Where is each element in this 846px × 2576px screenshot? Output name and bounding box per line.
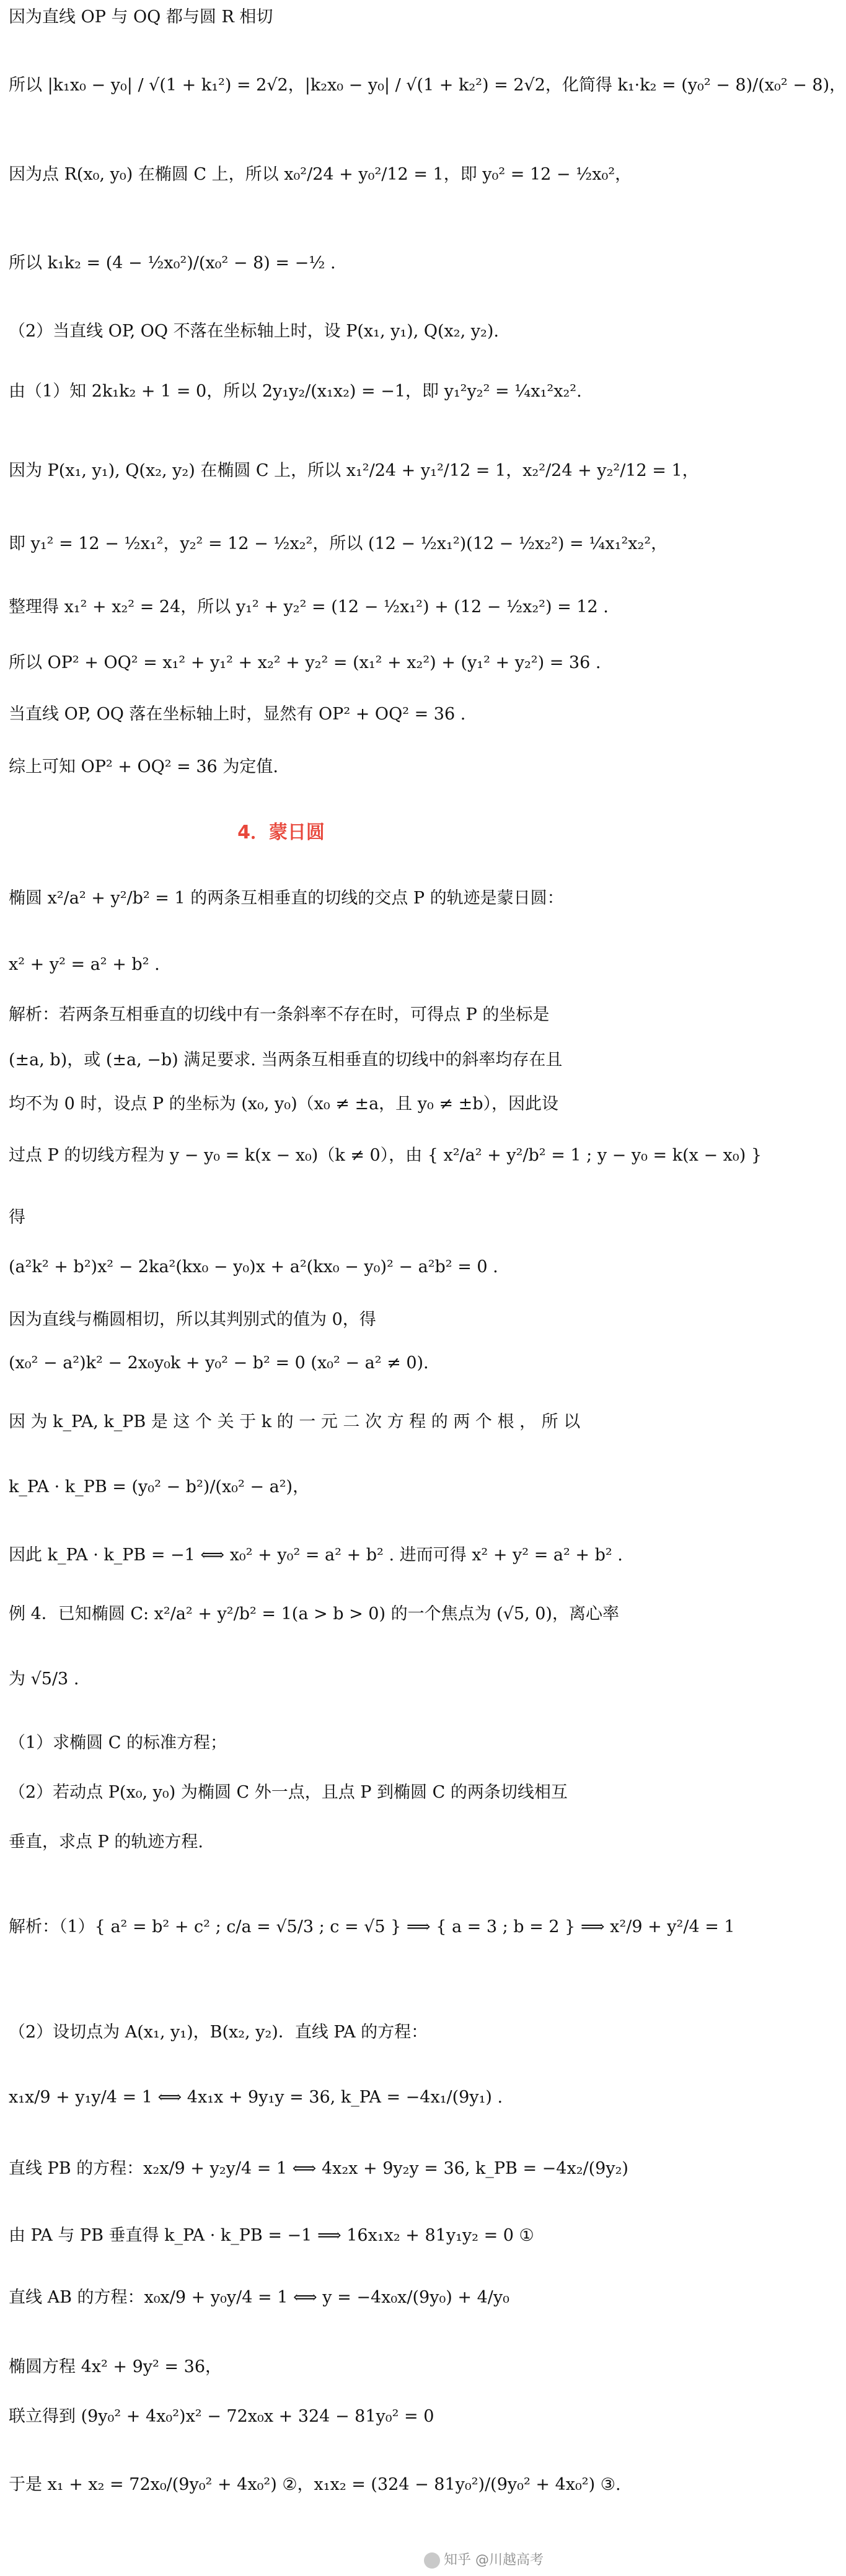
text-line: 所以 k₁k₂ = (4 − ½x₀²)/(x₀² − 8) = −½ . — [9, 253, 336, 273]
text-line: 因为点 R(x₀, y₀) 在椭圆 C 上，所以 x₀²/24 + y₀²/12 = 1，即 y₀² = 12 − ½x₀²， — [9, 165, 632, 184]
watermark-text: 知乎 @川越高考 — [444, 2552, 544, 2568]
text-line: （2）当直线 OP, OQ 不落在坐标轴上时，设 P(x₁, y₁), Q(x₂, y₂). — [9, 322, 499, 341]
text-line: （2）若动点 P(x₀, y₀) 为椭圆 C 外一点，且点 P 到椭圆 C 的两条切线相互 — [9, 1783, 568, 1802]
text-line: （1）求椭圆 C 的标准方程； — [9, 1733, 227, 1752]
text-line: 椭圆 x²/a² + y²/b² = 1 的两条互相垂直的切线的交点 P 的轨迹是蒙日圆： — [9, 889, 564, 908]
text-line: 椭圆方程 4x² + 9y² = 36， — [9, 2357, 222, 2376]
text-line: k_PA · k_PB = (y₀² − b²)/(x₀² − a²)， — [9, 1477, 310, 1497]
text-line: 解析：（1）{ a² = b² + c² ; c/a = √5/3 ; c = √5 } ⟹ { a = 3 ; b = 2 } ⟹ x²/9 + y²/4 = 1 — [9, 1917, 735, 1936]
text-line: 过点 P 的切线方程为 y − y₀ = k(x − x₀)（k ≠ 0），由 { x²/a² + y²/b² = 1 ; y − y₀ = k(x − x₀) } — [9, 1146, 762, 1165]
text-line: x₁x/9 + y₁y/4 = 1 ⟺ 4x₁x + 9y₁y = 36, k_PA = −4x₁/(9y₁) . — [9, 2088, 503, 2107]
section-heading: 4．蒙日圆 — [237, 822, 325, 843]
text-line: 所以 OP² + OQ² = x₁² + y₁² + x₂² + y₂² = (x₁² + x₂²) + (y₁² + y₂²) = 36 . — [9, 653, 601, 672]
text-line: 均不为 0 时，设点 P 的坐标为 (x₀, y₀)（x₀ ≠ ±a，且 y₀ ≠ ±b），因此设 — [9, 1094, 559, 1114]
text-line: 所以 |k₁x₀ − y₀| / √(1 + k₁²) = 2√2，|k₂x₀ − y₀| / √(1 + k₂²) = 2√2，化简得 k₁·k₂ = (y₀² − 8)/(x₀² − 8)， — [9, 76, 846, 95]
text-line: 即 y₁² = 12 − ½x₁²，y₂² = 12 − ½x₂²，所以 (12 − ½x₁²)(12 − ½x₂²) = ¼x₁²x₂²， — [9, 534, 668, 553]
text-line: 因此 k_PA · k_PB = −1 ⟺ x₀² + y₀² = a² + b² . 进而可得 x² + y² = a² + b² . — [9, 1545, 623, 1565]
text-line: 垂直，求点 P 的轨迹方程. — [9, 1832, 203, 1852]
text-line: x² + y² = a² + b² . — [9, 955, 160, 974]
text-line: 解析：若两条互相垂直的切线中有一条斜率不存在时，可得点 P 的坐标是 — [9, 1005, 550, 1024]
text-line: 于是 x₁ + x₂ = 72x₀/(9y₀² + 4x₀²) ②，x₁x₂ = (324 − 81y₀²)/(9y₀² + 4x₀²) ③. — [9, 2475, 621, 2494]
text-line: 综上可知 OP² + OQ² = 36 为定值. — [9, 757, 278, 776]
watermark-logo-icon — [424, 2552, 440, 2569]
text-line: (±a, b)，或 (±a, −b) 满足要求. 当两条互相垂直的切线中的斜率均存在且 — [9, 1050, 563, 1070]
text-line: 例 4．已知椭圆 C: x²/a² + y²/b² = 1(a > b > 0) 的一个焦点为 (√5, 0)，离心率 — [9, 1604, 619, 1624]
text-line: 由（1）知 2k₁k₂ + 1 = 0，所以 2y₁y₂/(x₁x₂) = −1，即 y₁²y₂² = ¼x₁²x₂². — [9, 382, 582, 401]
text-line: 整理得 x₁² + x₂² = 24，所以 y₁² + y₂² = (12 − ½x₁²) + (12 − ½x₂²) = 12 . — [9, 597, 609, 617]
text-line: 因为 P(x₁, y₁), Q(x₂, y₂) 在椭圆 C 上，所以 x₁²/24 + y₁²/12 = 1，x₂²/24 + y₂²/12 = 1， — [9, 461, 699, 480]
text-line: 因为直线 OP 与 OQ 都与圆 R 相切 — [9, 7, 273, 27]
text-line: 直线 AB 的方程：x₀x/9 + y₀y/4 = 1 ⟺ y = −4x₀x/(9y₀) + 4/y₀ — [9, 2288, 509, 2307]
text-line: 为 √5/3 . — [9, 1669, 79, 1689]
text-line: 因为直线与椭圆相切，所以其判别式的值为 0，得 — [9, 1310, 376, 1329]
text-line: 得 — [9, 1208, 25, 1227]
watermark — [424, 2549, 544, 2569]
text-line: 直线 PB 的方程：x₂x/9 + y₂y/4 = 1 ⟺ 4x₂x + 9y₂y = 36, k_PB = −4x₂/(9y₂) — [9, 2159, 628, 2178]
text-line: (a²k² + b²)x² − 2ka²(kx₀ − y₀)x + a²(kx₀ − y₀)² − a²b² = 0 . — [9, 1257, 498, 1277]
text-line: 因 为 k_PA, k_PB 是 这 个 关 于 k 的 一 元 二 次 方 程 的 两 个 根 ， 所 以 — [9, 1412, 581, 1431]
text-line: 当直线 OP, OQ 落在坐标轴上时，显然有 OP² + OQ² = 36 . — [9, 705, 466, 724]
text-line: 联立得到 (9y₀² + 4x₀²)x² − 72x₀x + 324 − 81y₀² = 0 — [9, 2407, 434, 2426]
text-line: （2）设切点为 A(x₁, y₁)，B(x₂, y₂)．直线 PA 的方程： — [9, 2023, 428, 2042]
text-line: (x₀² − a²)k² − 2x₀y₀k + y₀² − b² = 0 (x₀² − a² ≠ 0). — [9, 1353, 429, 1373]
text-line: 由 PA 与 PB 垂直得 k_PA · k_PB = −1 ⟹ 16x₁x₂ + 81y₁y₂ = 0 ① — [9, 2226, 534, 2245]
